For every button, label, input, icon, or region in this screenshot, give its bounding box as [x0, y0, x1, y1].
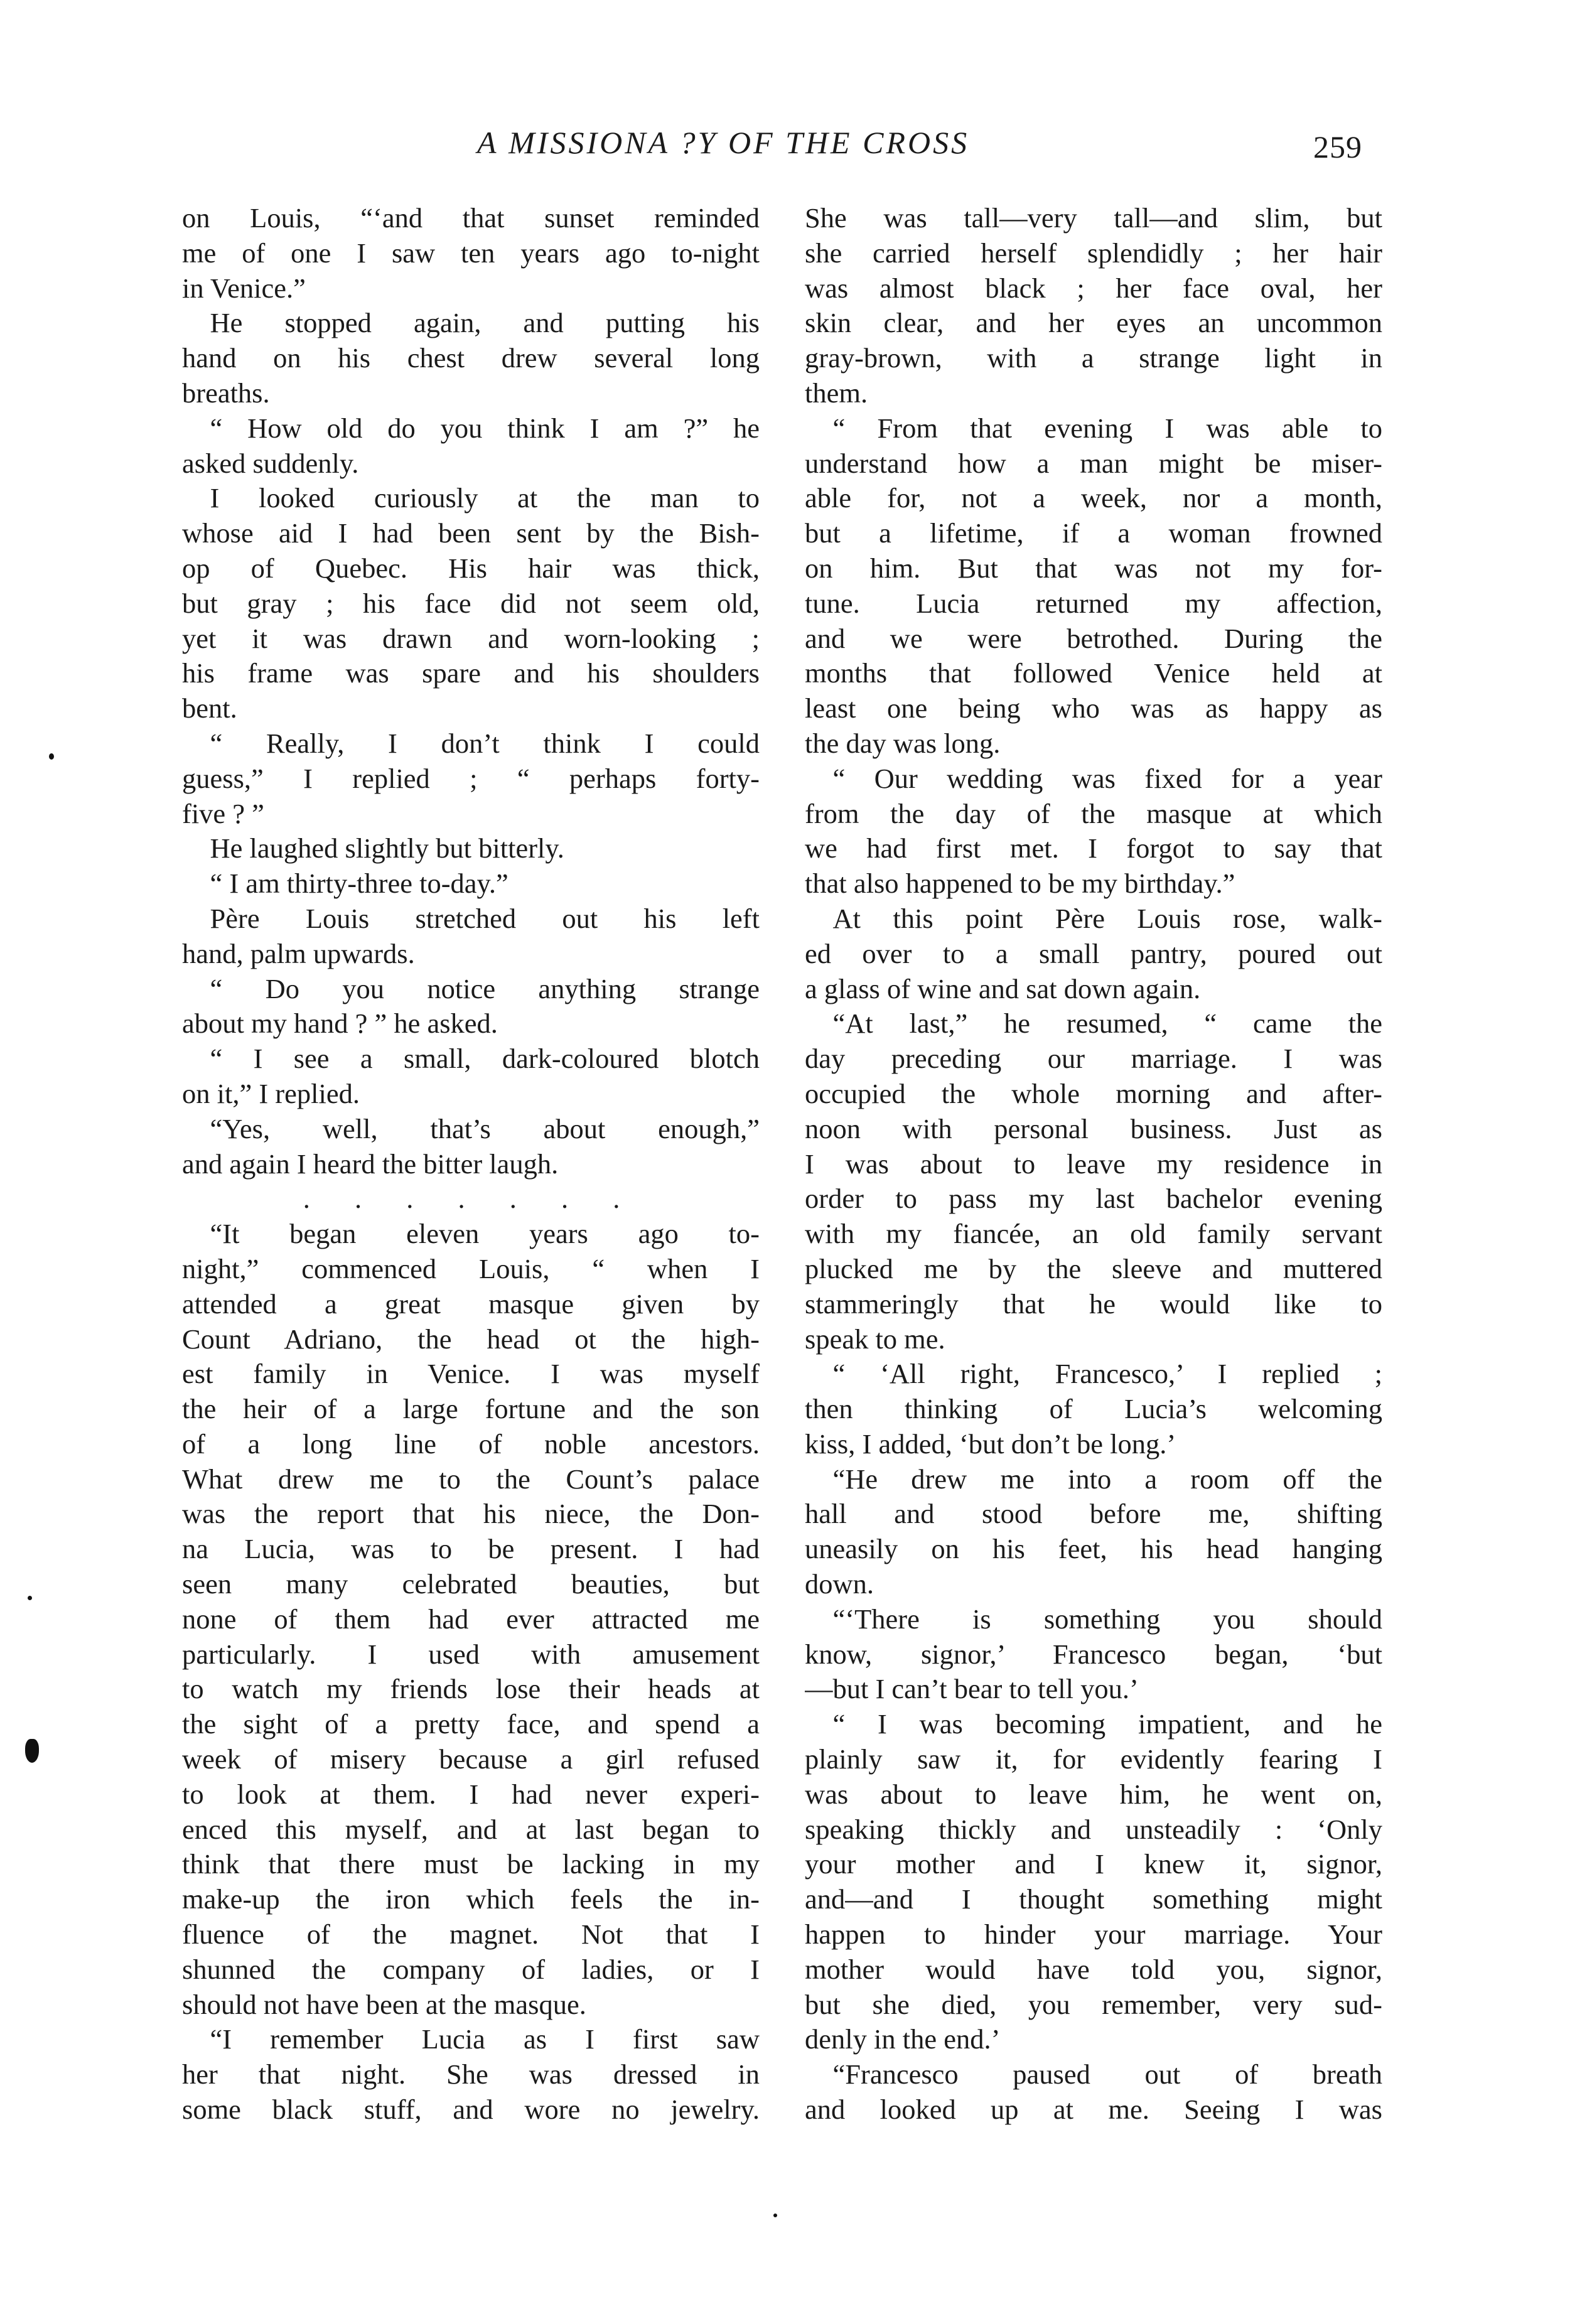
text-line: the heir of a large fortune and the son [182, 1393, 760, 1425]
text-line: “ I was becoming impatient, and he [805, 1708, 1382, 1740]
right-text-column [805, 201, 1382, 2128]
text-line: her that night. She was dressed in [182, 2058, 760, 2090]
text-line: “ Really, I don’t think I could [182, 727, 760, 759]
text-line: enced this myself, and at last began to [182, 1813, 760, 1845]
text-line: think that there must be lacking in my [182, 1848, 760, 1880]
text-line: them. [805, 377, 868, 409]
text-line: hand on his chest drew several long [182, 342, 760, 374]
text-line: mother would have told you, signor, [805, 1953, 1382, 1985]
text-line: a glass of wine and sat down again. [805, 972, 1201, 1004]
text-line: in Venice.” [182, 272, 306, 304]
text-line: “‘There is something you should [805, 1603, 1382, 1635]
text-line: hall and stood before me, shifting [805, 1498, 1382, 1530]
text-line: should not have been at the masque. [182, 1988, 586, 2020]
text-line: months that followed Venice held at [805, 657, 1382, 689]
running-head-title: A MISSIONA ?Y OF THE CROSS [477, 125, 970, 160]
text-line: bent. [182, 692, 237, 724]
text-line: whose aid I had been sent by the Bish- [182, 517, 760, 549]
text-line: noon with personal business. Just as [805, 1112, 1382, 1144]
text-line: was about to leave him, he went on, [805, 1778, 1382, 1810]
text-line: “Francesco paused out of breath [805, 2058, 1382, 2090]
text-line: At this point Père Louis rose, walk- [805, 902, 1382, 934]
text-line: op of Quebec. His hair was thick, [182, 552, 760, 584]
text-line: Count Adriano, the head ot the high- [182, 1323, 760, 1355]
text-line: What drew me to the Count’s palace [182, 1463, 760, 1495]
text-line: me of one I saw ten years ago to-night [182, 237, 760, 269]
text-line: some black stuff, and wore no jewelry. [182, 2094, 760, 2126]
text-line: make-up the iron which feels the in- [182, 1883, 760, 1915]
text-line: able for, not a week, nor a month, [805, 482, 1382, 514]
text-line: asked suddenly. [182, 447, 359, 479]
text-line: She was tall—very tall—and slim, but [805, 202, 1382, 234]
text-line: on it,” I replied. [182, 1077, 360, 1109]
text-line: “He drew me into a room off the [805, 1463, 1382, 1495]
text-line: to watch my friends lose their heads at [182, 1673, 760, 1705]
text-line: “ I see a small, dark-coloured blotch [182, 1043, 760, 1075]
text-line: but gray ; his face did not seem old, [182, 587, 760, 619]
text-line: his frame was spare and his shoulders [182, 657, 760, 689]
text-line: “I remember Lucia as I first saw [182, 2023, 760, 2055]
text-line: that also happened to be my birthday.” [805, 868, 1235, 900]
text-line: speak to me. [805, 1323, 945, 1355]
text-line: “ Our wedding was fixed for a year [805, 762, 1382, 794]
text-line: from the day of the masque at which [805, 797, 1382, 829]
text-line: Père Louis stretched out his left [182, 902, 760, 934]
text-line: happen to hinder your marriage. Your [805, 1918, 1382, 1950]
section-break-dots: . . . . . . . [303, 1183, 639, 1215]
text-line: and we were betrothed. During the [805, 622, 1382, 654]
text-line: least one being who was as happy as [805, 692, 1382, 724]
text-line: on him. But that was not my for- [805, 552, 1382, 584]
text-line: plucked me by the sleeve and muttered [805, 1252, 1382, 1284]
text-line: order to pass my last bachelor evening [805, 1183, 1382, 1215]
left-text-column [182, 201, 760, 2128]
text-line: and looked up at me. Seeing I was [805, 2094, 1382, 2126]
text-line: He stopped again, and putting his [182, 307, 760, 339]
text-line: day preceding our marriage. I was [805, 1043, 1382, 1075]
text-line: He laughed slightly but bitterly. [182, 832, 564, 864]
text-line: particularly. I used with amusement [182, 1638, 760, 1670]
text-line: guess,” I replied ; “ perhaps forty- [182, 762, 760, 794]
text-line: “Yes, well, that’s about enough,” [182, 1112, 760, 1144]
text-line: seen many celebrated beauties, but [182, 1568, 760, 1600]
text-line: kiss, I added, ‘but don’t be long.’ [805, 1428, 1176, 1460]
text-line: but a lifetime, if a woman frowned [805, 517, 1382, 549]
text-line: I was about to leave my residence in [805, 1148, 1382, 1180]
text-line: tune. Lucia returned my affection, [805, 587, 1382, 619]
text-line: denly in the end.’ [805, 2023, 1001, 2055]
text-line: “It began eleven years ago to- [182, 1218, 760, 1250]
text-line: understand how a man might be miser- [805, 447, 1382, 479]
text-line: to look at them. I had never experi- [182, 1778, 760, 1810]
text-line: on Louis, “‘and that sunset reminded [182, 202, 760, 234]
text-line: “ From that evening I was able to [805, 412, 1382, 444]
text-line: with my fiancée, an old family servant [805, 1218, 1382, 1250]
text-line: stammeringly that he would like to [805, 1288, 1382, 1320]
page-number: 259 [1313, 129, 1362, 164]
text-line: skin clear, and her eyes an uncommon [805, 307, 1382, 339]
text-line: and again I heard the bitter laugh. [182, 1148, 559, 1180]
text-line: none of them had ever attracted me [182, 1603, 760, 1635]
text-line: hand, palm upwards. [182, 937, 415, 969]
text-line: uneasily on his feet, his head hanging [805, 1533, 1382, 1565]
text-line: your mother and I knew it, signor, [805, 1848, 1382, 1880]
margin-ink-mark [49, 753, 54, 760]
text-line: na Lucia, was to be present. I had [182, 1533, 760, 1565]
text-line: week of misery because a girl refused [182, 1743, 760, 1775]
text-line: the sight of a pretty face, and spend a [182, 1708, 760, 1740]
text-line: occupied the whole morning and after- [805, 1077, 1382, 1109]
text-line: night,” commenced Louis, “ when I [182, 1252, 760, 1284]
text-line: plainly saw it, for evidently fearing I [805, 1743, 1382, 1775]
text-line: “ I am thirty-three to-day.” [182, 868, 508, 900]
margin-ink-blot [25, 1739, 39, 1763]
text-line: est family in Venice. I was myself [182, 1358, 760, 1390]
text-line: “ Do you notice anything strange [182, 972, 760, 1004]
text-line: five ? ” [182, 797, 264, 829]
text-line: know, signor,’ Francesco began, ‘but [805, 1638, 1382, 1670]
text-line: then thinking of Lucia’s welcoming [805, 1393, 1382, 1425]
text-line: “At last,” he resumed, “ came the [805, 1008, 1382, 1040]
text-line: down. [805, 1568, 874, 1600]
text-line: we had first met. I forgot to say that [805, 832, 1382, 864]
text-line: I looked curiously at the man to [182, 482, 760, 514]
text-line: fluence of the magnet. Not that I [182, 1918, 760, 1950]
text-line: gray-brown, with a strange light in [805, 342, 1382, 374]
margin-ink-mark [28, 1596, 32, 1600]
text-line: of a long line of noble ancestors. [182, 1428, 760, 1460]
text-line: was the report that his niece, the Don- [182, 1498, 760, 1530]
text-line: speaking thickly and unsteadily : ‘Only [805, 1813, 1382, 1845]
footer-ink-dot [773, 2214, 777, 2217]
text-line: “ ‘All right, Francesco,’ I replied ; [805, 1358, 1382, 1390]
text-line: shunned the company of ladies, or I [182, 1953, 760, 1985]
text-line: —but I can’t bear to tell you.’ [805, 1673, 1139, 1705]
text-line: was almost black ; her face oval, her [805, 272, 1382, 304]
text-line: and—and I thought something might [805, 1883, 1382, 1915]
text-line: “ How old do you think I am ?” he [182, 412, 760, 444]
text-line: she carried herself splendidly ; her hair [805, 237, 1382, 269]
text-line: about my hand ? ” he asked. [182, 1008, 498, 1040]
text-line: but she died, you remember, very sud- [805, 1988, 1382, 2020]
text-line: the day was long. [805, 727, 1001, 759]
text-line: ed over to a small pantry, poured out [805, 937, 1382, 969]
text-line: yet it was drawn and worn-looking ; [182, 622, 760, 654]
text-line: attended a great masque given by [182, 1288, 760, 1320]
text-line: breaths. [182, 377, 270, 409]
